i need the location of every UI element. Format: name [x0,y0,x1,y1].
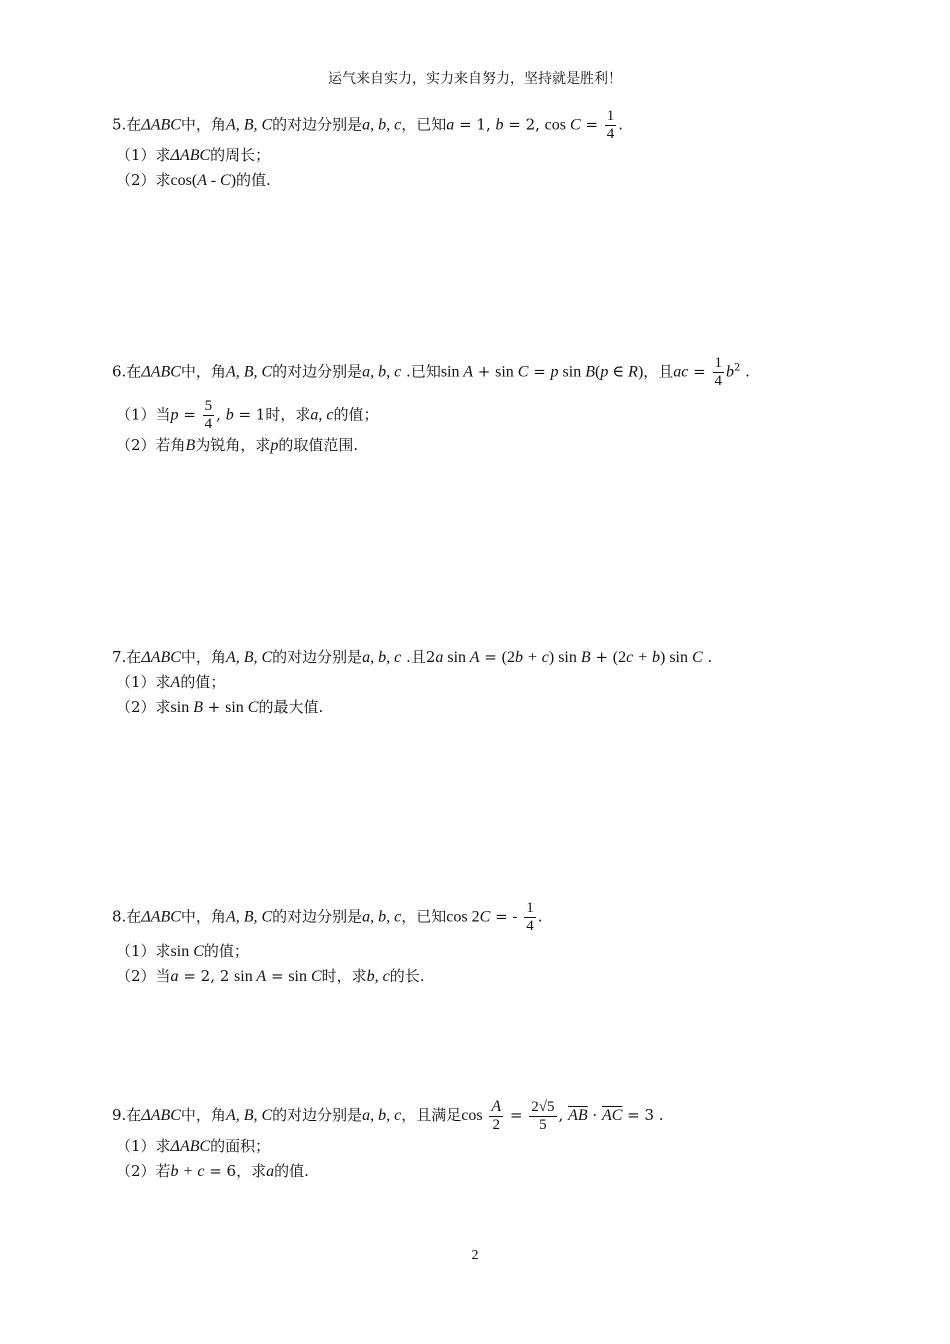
problem-5-stem: 5.在ΔABC中，角A, B, C的对边分别是a, b, c，已知a = 1, b = 2, cos C = $\frac{1}{4}$ . [112,108,624,142]
problem-7 [112,645,872,720]
problem-8-part-1: （1）求sin C的值； [116,942,249,960]
problem-5-part-1: （1）求ΔABC的周长； [116,146,271,164]
page-header-motto: 运气来自实力，实力来自努力，坚持就是胜利！ [328,71,622,87]
problem-6 [112,355,872,458]
problem-6-stem: 6.在ΔABC中，角A, B, C的对边分别是a, b, c .已知sin A + sin C = p sin B(p ∈ R)，且ac = $\frac{1}{4}$ $b^2$ . [112,355,750,389]
problem-5-part-2: （2）求cos(A - C)的值. [116,171,271,189]
problem-9-part-2: （2）若b + c = 6，求a的值. [116,1162,309,1180]
problem-6-part-2: （2）若角B为锐角，求p的取值范围. [116,436,359,454]
problem-6-part-1: （1）当p = $\frac{5}{4}$ , b = 1时，求a, c的值； [116,398,379,432]
problem-9-stem: 9.在ΔABC中，角A, B, C的对边分别是a, b, c，且满足cos $\frac{A}{2}$ = $\frac{2√5}{5}$ , $\overline{AB} \cdot \overline{AC} = 3$ . [112,1098,664,1133]
problem-7-stem: 7.在ΔABC中，角A, B, C的对边分别是a, b, c .且2a sin A = (2b + c) sin B + (2c + b) sin C . [112,648,713,666]
problem-8 [112,900,872,989]
problem-8-part-2: （2）当a = 2, 2 sin A = sin C时，求b, c的长. [116,967,425,985]
problem-7-part-2: （2）求sin B + sin C的最大值. [116,698,324,716]
problem-8-stem: 8.在ΔABC中，角A, B, C的对边分别是a, b, c，已知cos 2C = - $\frac{1}{4}$ . [112,900,543,934]
page-number: 2 [471,1248,479,1263]
problem-9-part-1: （1）求ΔABC的面积； [116,1137,271,1155]
problem-9 [112,1098,872,1184]
problem-7-part-1: （1）求A的值； [116,673,226,691]
problem-5 [112,108,872,193]
